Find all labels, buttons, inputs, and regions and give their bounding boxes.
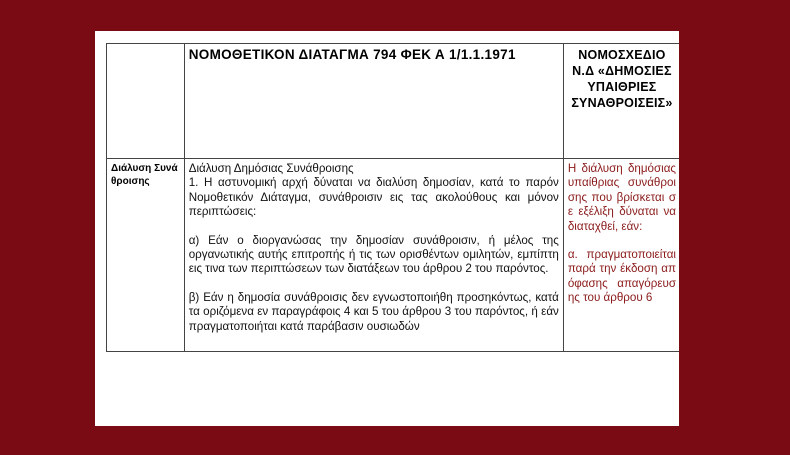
comparison-table [106,43,679,352]
bill-paragraph-a: α. πραγματοποιείται παρά την έκδοση απόφασης απαγόρευσης του άρθρου 6 [567,248,676,305]
decree-paragraph-1: 1. Η αστυνομική αρχή δύναται να διαλύση δημοσίαν, κατά το παρόν Νομοθετικόν Διάταγμα, συνάθροισιν εις τας ακολούθους και μόνον περιπτώσεις: [188,176,559,219]
bill-text [563,159,679,352]
header-cell-empty [107,44,185,159]
document-page [95,31,679,426]
bill-paragraph-1: Η διάλυση δημόσιας υπαίθριας συνάθροισης που βρίσκεται σε εξέλιξη δύναται να διαταχθεί, εάν: [567,162,676,233]
decree-paragraph-a: α) Εάν ο διοργανώσας την δημοσίαν συνάθροισιν, ή μέλος της οργανωτικής αυτής επιτροπής ή τις των ορισθέντων ομιλητών, εμπίπτη εις τινα των περιπτώσεων των διατάξεων του άρθρου 2 του παρόντος. [188,233,559,276]
row-label: Διάλυση Συνάθροισης [107,159,185,352]
decree-title: Διάλυση Δημόσιας Συνάθροισης [188,162,354,175]
decree-text [184,159,563,352]
table-row [107,159,680,352]
decree-paragraph-b: β) Εάν η δημοσία συνάθροισις δεν εγνωστοποιήθη προσηκόντως, κατά τα οριζόμενα εν παραγράφοις 4 και 5 του άρθρου 3 του παρόντος, ή εάν πραγματοποιήται κατά παράβασιν ουσιωδών [188,290,559,333]
header-decree: ΝΟΜΟΘΕΤΙΚΟΝ ΔΙΑΤΑΓΜΑ 794 ΦΕΚ Α 1/1.1.1971 [184,44,563,159]
header-row [107,44,680,159]
header-bill: ΝΟΜΟΣΧΕΔΙΟ Ν.Δ «ΔΗΜΟΣΙΕΣ ΥΠΑΙΘΡΙΕΣ ΣΥΝΑΘΡΟΙΣΕΙΣ» [563,44,679,159]
